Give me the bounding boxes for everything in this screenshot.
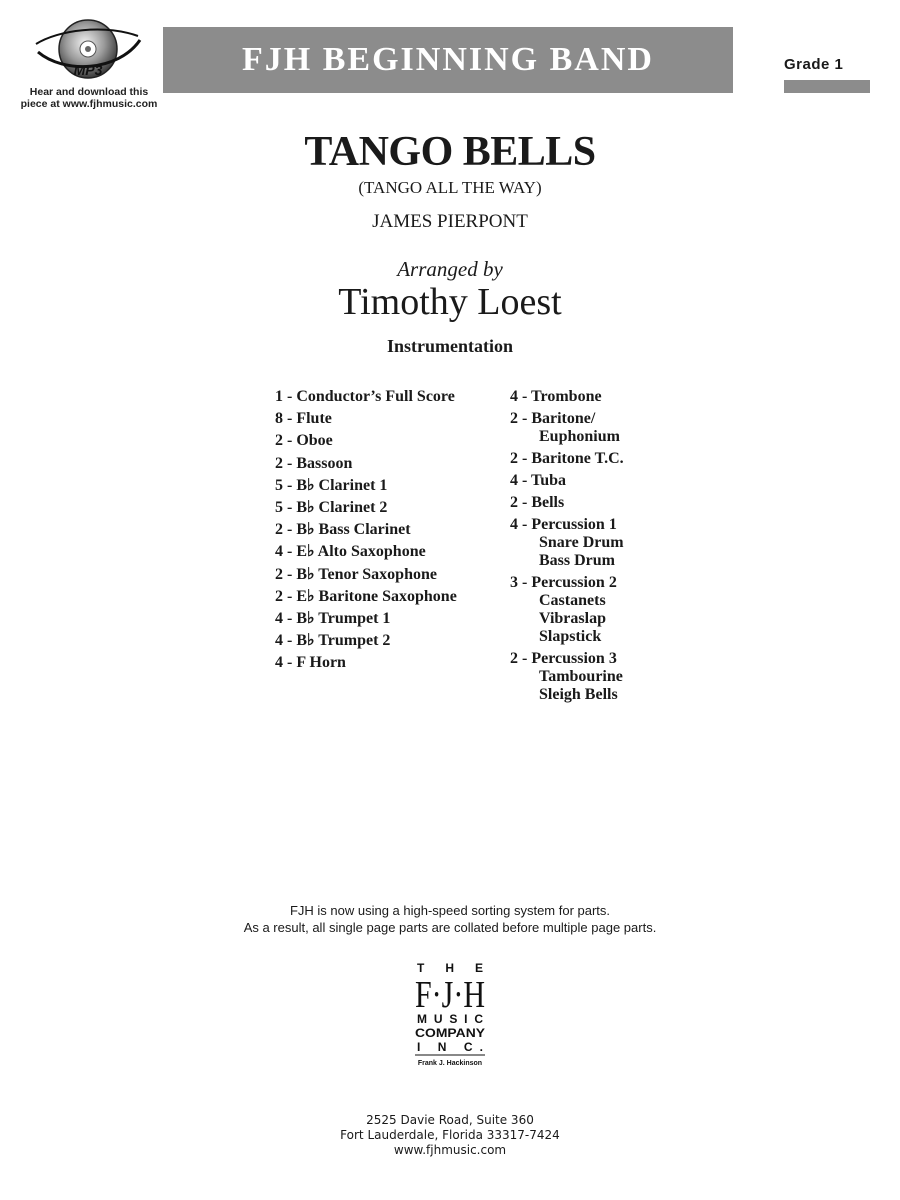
publisher-address	[0, 1113, 900, 1158]
instrument-item	[510, 472, 624, 490]
instrument-subpart: Castanets	[539, 592, 606, 609]
instrument-item: 4 - B♭ Trumpet 2	[275, 632, 391, 650]
fjh-publisher-logo	[413, 960, 487, 1068]
instrument-item	[510, 516, 624, 570]
instrument-item	[510, 450, 624, 468]
piece-title: TANGO BELLS	[304, 129, 596, 175]
notice-line: As a result, all single page parts are collated before multiple page parts.	[243, 920, 657, 935]
mp3-logo-text: MP3	[73, 62, 103, 78]
instrument-item: 8 - Flute	[275, 410, 332, 428]
instrument-item: 5 - B♭ Clarinet 1	[275, 476, 388, 494]
instrument-item: 2 - Oboe	[275, 432, 333, 450]
instrument-subpart: Tambourine	[539, 668, 623, 685]
instrument-item	[510, 388, 624, 406]
mp3-caption-line: Hear and download this	[29, 86, 149, 98]
series-banner	[163, 27, 733, 93]
address-line: 2525 Davie Road, Suite 360	[366, 1113, 534, 1127]
instrument-subpart: Snare Drum	[539, 534, 624, 551]
instrument-label: 2 - Baritone/	[510, 410, 596, 427]
instrument-item: 2 - B♭ Bass Clarinet	[275, 521, 411, 539]
instrument-label: 2 - Bells	[510, 494, 565, 511]
instrument-subpart: Vibraslap	[539, 610, 606, 627]
logo-monogram: F·J·H	[415, 974, 485, 1016]
instrument-label: 4 - Tuba	[510, 472, 567, 489]
website-link[interactable]: www.fjhmusic.com	[393, 1143, 507, 1157]
grade-bar	[784, 80, 870, 93]
sorting-notice	[0, 902, 900, 936]
instrument-item	[510, 574, 624, 646]
arranged-by-label: Arranged by	[397, 257, 503, 281]
logo-the: T H E	[417, 961, 483, 975]
logo-music: MUSIC	[417, 1012, 483, 1026]
instrument-subpart: Sleigh Bells	[539, 686, 618, 703]
instrument-label: 2 - Percussion 3	[510, 650, 617, 667]
instrument-item: 4 - F Horn	[275, 654, 346, 672]
instrument-subpart: Slapstick	[539, 628, 602, 645]
instrument-item: 4 - E♭ Alto Saxophone	[275, 543, 426, 561]
instrumentation-list-left	[275, 388, 457, 676]
mp3-caption-line: piece at www.fjhmusic.com	[20, 98, 158, 110]
composer-name: JAMES PIERPONT	[372, 211, 528, 232]
instrument-item	[510, 494, 624, 512]
instrumentation-heading: Instrumentation	[386, 336, 513, 356]
instrument-item: 2 - Bassoon	[275, 454, 353, 472]
grade-label: Grade 1	[784, 56, 844, 73]
series-title: FJH BEGINNING BAND	[242, 41, 654, 78]
instrument-item	[510, 650, 624, 704]
instrument-item: 1 - Conductor’s Full Score	[275, 388, 455, 405]
logo-company: COMPANY	[415, 1026, 485, 1040]
instrument-label: 2 - Baritone T.C.	[510, 450, 624, 467]
mp3-caption	[14, 86, 164, 110]
instrument-subpart: Bass Drum	[539, 552, 616, 569]
instrument-item: 4 - B♭ Trumpet 1	[275, 609, 391, 627]
piece-subtitle: (TANGO ALL THE WAY)	[358, 178, 542, 197]
mp3-cd-logo	[34, 18, 142, 84]
instrument-item: 5 - B♭ Clarinet 2	[275, 498, 388, 516]
instrument-item: 2 - E♭ Baritone Saxophone	[275, 587, 457, 605]
logo-signature: Frank J. Hackinson	[417, 1060, 483, 1067]
address-line: Fort Lauderdale, Florida 33317-7424	[340, 1128, 560, 1142]
notice-line: FJH is now using a high-speed sorting system for parts.	[289, 903, 611, 918]
instrument-label: 3 - Percussion 2	[510, 574, 617, 591]
instrument-subpart: Euphonium	[539, 428, 620, 445]
arranger-name: Timothy Loest	[338, 281, 562, 323]
instrument-label: 4 - Percussion 1	[510, 516, 617, 533]
instrument-item	[510, 410, 624, 446]
instrument-label: 4 - Trombone	[510, 388, 602, 405]
logo-inc: I N C.	[417, 1040, 483, 1054]
instrumentation-list-right	[510, 388, 624, 708]
instrument-item: 2 - B♭ Tenor Saxophone	[275, 565, 437, 583]
